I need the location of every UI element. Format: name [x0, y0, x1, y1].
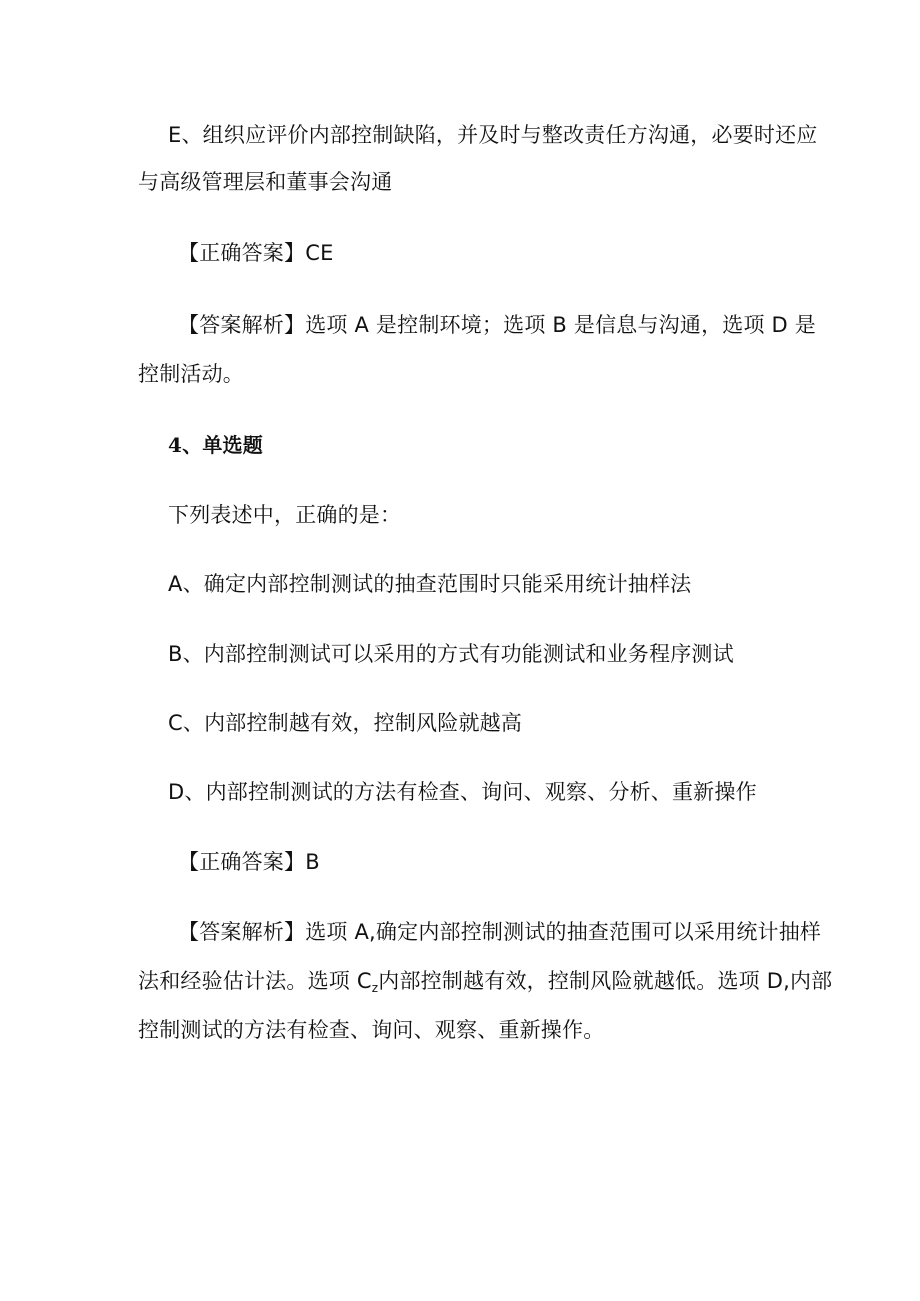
- analysis-line2-part1: 法和经验估计法。选项 C: [138, 969, 372, 993]
- question-heading: 4、单选题: [168, 433, 263, 457]
- option-a: A、确定内部控制测试的抽查范围时只能采用统计抽样法: [168, 572, 692, 596]
- option-d: D、内部控制测试的方法有检查、询问、观察、分析、重新操作: [168, 780, 757, 804]
- option-e-line2: 与高级管理层和董事会沟通: [138, 170, 393, 194]
- prev-analysis-line2: 控制活动。: [138, 362, 244, 386]
- analysis-line2-part2: 内部控制越有效，控制风险就越低。选项 D,内部: [378, 969, 833, 993]
- correct-answer: 【正确答案】B: [178, 850, 320, 874]
- analysis-line2: [138, 966, 832, 1003]
- option-c: C、内部控制越有效，控制风险就越高: [168, 711, 523, 735]
- option-e-line1: E、组织应评价内部控制缺陷，并及时与整改责任方沟通，必要时还应: [168, 123, 818, 147]
- analysis-line2-subscript: z: [371, 981, 379, 995]
- analysis-line1: 【答案解析】选项 A,确定内部控制测试的抽查范围可以采用统计抽样: [178, 920, 822, 944]
- analysis-line3: 控制测试的方法有检查、询问、观察、重新操作。: [138, 1018, 605, 1042]
- prev-analysis-line1: 【答案解析】选项 A 是控制环境；选项 B 是信息与沟通，选项 D 是: [178, 313, 816, 337]
- option-b: B、内部控制测试可以采用的方式有功能测试和业务程序测试: [168, 642, 734, 666]
- prev-correct-answer: 【正确答案】CE: [178, 241, 334, 265]
- question-stem: 下列表述中，正确的是：: [168, 503, 402, 527]
